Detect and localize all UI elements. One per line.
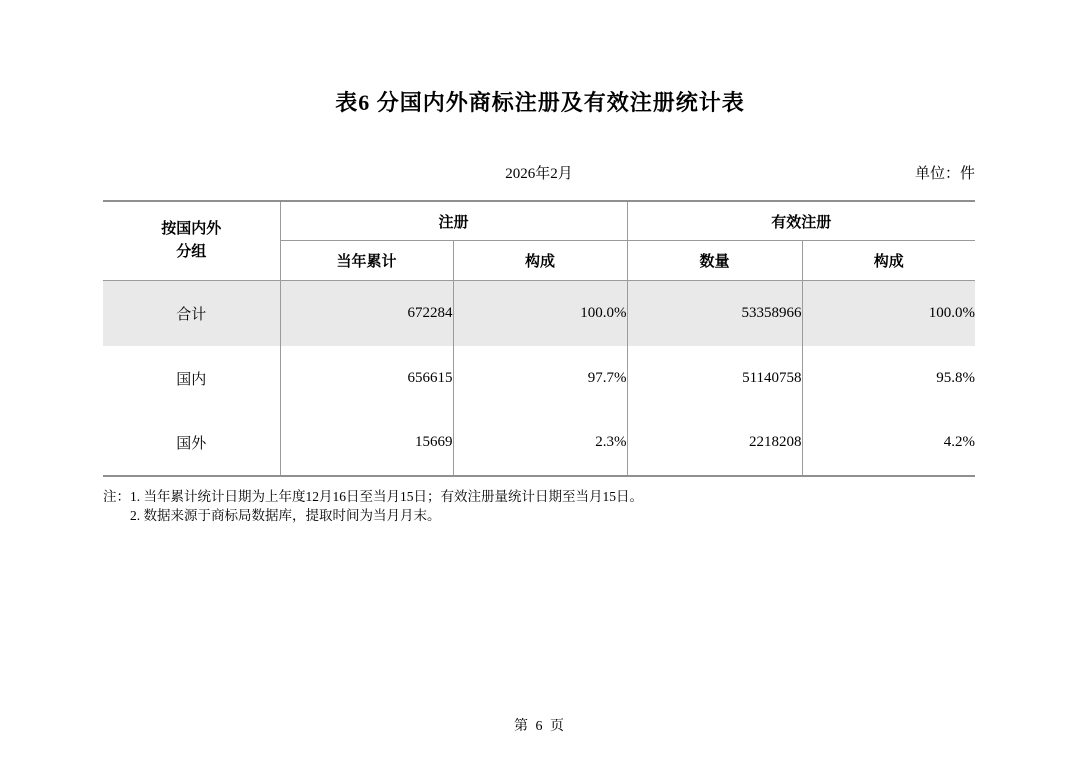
cell-foreign-valid-quantity: 2218208 — [627, 411, 802, 476]
cell-domestic-share: 97.7% — [453, 346, 627, 411]
header-year-cumulative: 当年累计 — [280, 241, 453, 281]
cell-total-valid-share: 100.0% — [802, 281, 975, 346]
header-group-column-line2: 分组 — [176, 244, 207, 260]
table-row-total — [103, 281, 975, 346]
statistics-table — [103, 200, 975, 477]
row-label: 国外 — [103, 411, 280, 476]
cell-domestic-cumulative: 656615 — [280, 346, 453, 411]
meta-row — [103, 162, 975, 182]
table-header-group-row — [103, 201, 975, 241]
header-valid-share: 构成 — [802, 241, 975, 281]
table-row-domestic — [103, 346, 975, 411]
page-number: 第 6 页 — [514, 719, 566, 734]
table-row-foreign — [103, 411, 975, 476]
header-valid-registration-group: 有效注册 — [627, 201, 975, 241]
cell-total-share: 100.0% — [453, 281, 627, 346]
cell-domestic-valid-quantity: 51140758 — [627, 346, 802, 411]
cell-domestic-valid-share: 95.8% — [936, 369, 976, 386]
cell-foreign-share: 2.3% — [453, 411, 627, 476]
row-label: 合计 — [103, 281, 280, 346]
unit-label: 单位：件 — [914, 166, 975, 182]
cell-total-valid-quantity: 53358966 — [627, 281, 802, 346]
row-label: 国内 — [103, 346, 280, 411]
header-registration-group: 注册 — [280, 201, 627, 241]
footnote-list — [130, 487, 643, 525]
footnote-item-1: 1. 当年累计统计日期为上年度12月16日至当月15日；有效注册量统计日期至当月15日。 — [130, 489, 643, 504]
cell-foreign-valid-share: 4.2% — [943, 434, 976, 450]
cell-foreign-cumulative: 15669 — [280, 411, 453, 476]
header-group-column — [103, 201, 280, 281]
footnote-prefix: 注： — [103, 489, 130, 504]
header-group-column-line1: 按国内外 — [161, 220, 222, 237]
footnote-item-2: 2. 数据来源于商标局数据库，提取时间为当月月末。 — [130, 508, 441, 523]
header-registration-share: 构成 — [453, 241, 627, 281]
cell-total-cumulative: 672284 — [280, 281, 453, 346]
report-period: 2026年2月 — [505, 166, 573, 182]
footnotes — [103, 487, 975, 525]
page-title: 表6 分国内外商标注册及有效注册统计表 — [335, 90, 745, 115]
header-valid-quantity: 数量 — [627, 241, 802, 281]
